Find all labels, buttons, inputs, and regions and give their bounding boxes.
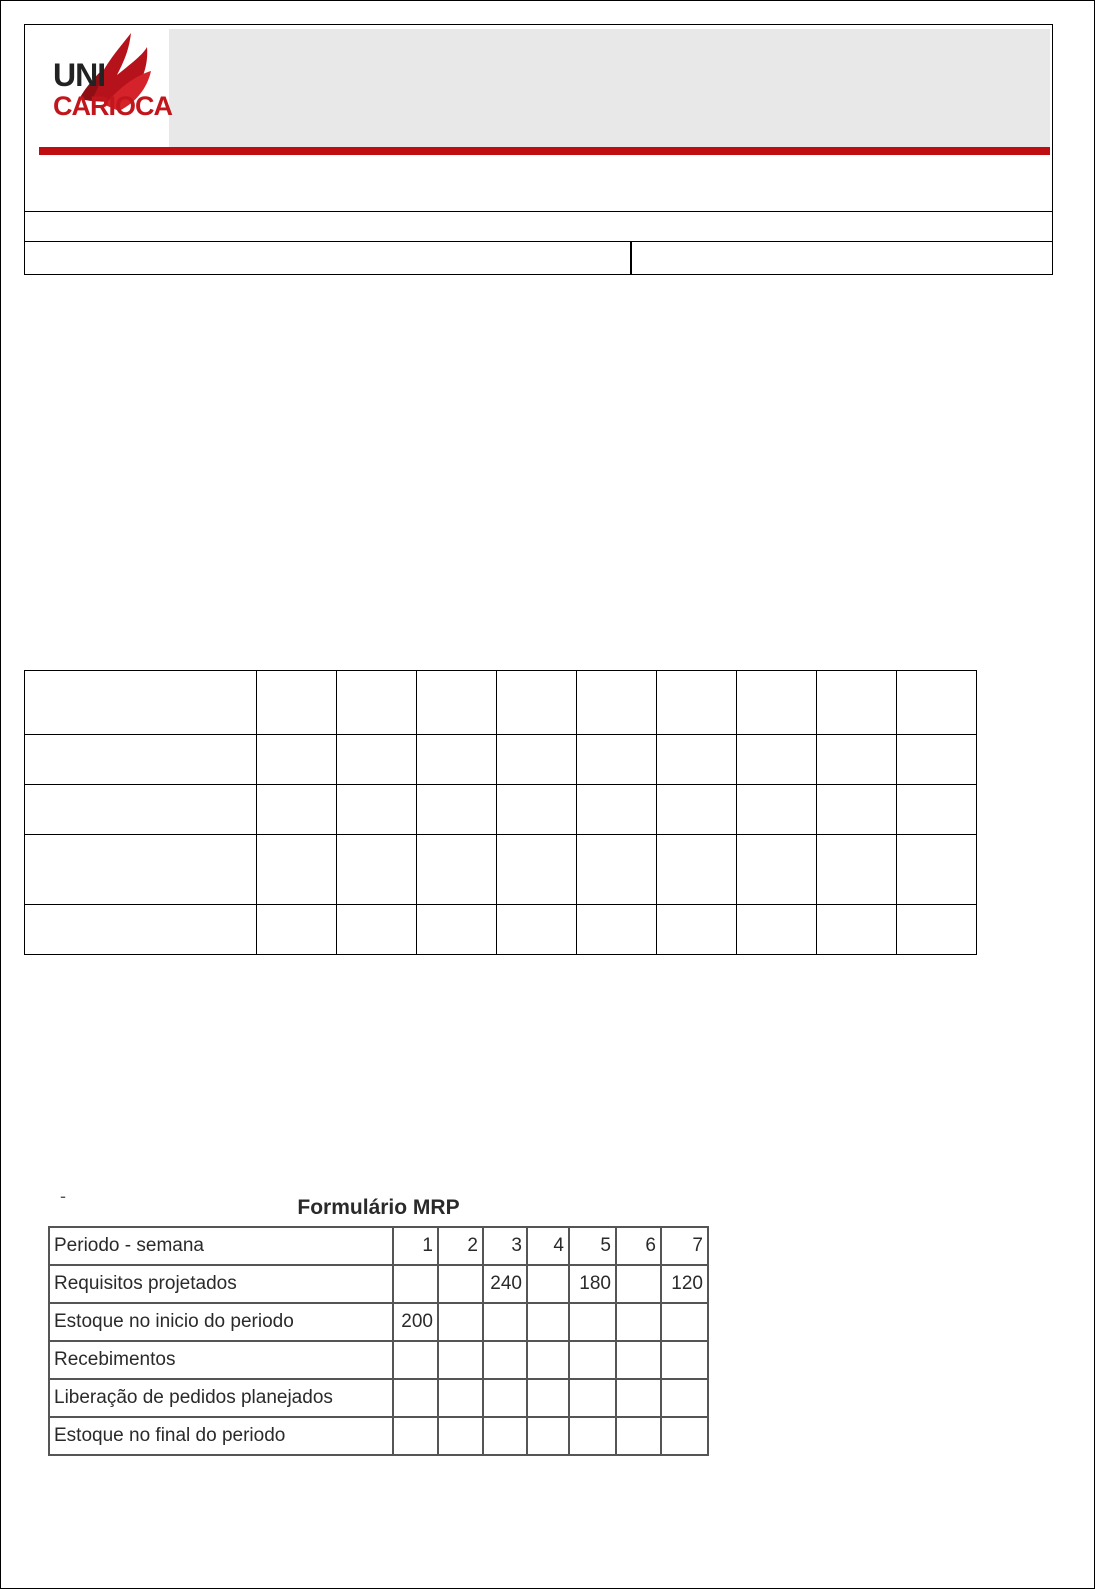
- mrp-cell: [438, 1379, 483, 1417]
- grid-cell: [737, 671, 817, 735]
- grid-cell: [897, 735, 977, 785]
- grid-cell: [497, 905, 577, 955]
- mrp-cell: [527, 1417, 569, 1455]
- grid-cell: [657, 785, 737, 835]
- mrp-cell: [527, 1265, 569, 1303]
- grid-cell: [257, 735, 337, 785]
- grid-cell: [257, 671, 337, 735]
- grid-cell: [897, 785, 977, 835]
- mrp-cell: [393, 1341, 438, 1379]
- grid-cell: [657, 671, 737, 735]
- mrp-cell: [616, 1379, 661, 1417]
- mrp-cell: [438, 1341, 483, 1379]
- logo: [39, 29, 172, 147]
- mrp-title: Formulário MRP: [297, 1196, 460, 1219]
- grid-cell: [737, 735, 817, 785]
- mrp-cell: [661, 1417, 708, 1455]
- grid-row: [25, 735, 977, 785]
- grid-cell: [25, 671, 257, 735]
- mrp-row-label: Requisitos projetados: [49, 1265, 393, 1303]
- mrp-cell: [393, 1265, 438, 1303]
- grid-cell: [897, 835, 977, 905]
- mrp-period: 3: [483, 1227, 527, 1265]
- mrp-cell: [569, 1379, 616, 1417]
- mrp-row-label: Estoque no inicio do periodo: [49, 1303, 393, 1341]
- mrp-cell: [527, 1303, 569, 1341]
- mrp-period: 7: [661, 1227, 708, 1265]
- logo-carioca-text: CARIOCA: [53, 91, 172, 121]
- mrp-cell: 200: [393, 1303, 438, 1341]
- mrp-row: [49, 1303, 708, 1341]
- grid-cell: [497, 835, 577, 905]
- mrp-mark: -: [60, 1186, 66, 1206]
- mrp-period: 6: [616, 1227, 661, 1265]
- mrp-form: [46, 1186, 716, 1490]
- mrp-row-label: Recebimentos: [49, 1341, 393, 1379]
- mrp-cell: [616, 1417, 661, 1455]
- mrp-header-label: Periodo - semana: [49, 1227, 393, 1265]
- grid-cell: [657, 905, 737, 955]
- mrp-row: [49, 1379, 708, 1417]
- grid-row: [25, 835, 977, 905]
- grid-cell: [817, 785, 897, 835]
- mrp-cell: [393, 1379, 438, 1417]
- mrp-cell: [616, 1265, 661, 1303]
- mrp-cell: [527, 1341, 569, 1379]
- grid-row: [25, 671, 977, 735]
- mrp-cell: [616, 1303, 661, 1341]
- mrp-cell: 240: [483, 1265, 527, 1303]
- grid-cell: [497, 785, 577, 835]
- grid-cell: [25, 785, 257, 835]
- mrp-cell: 180: [569, 1265, 616, 1303]
- grid-cell: [897, 671, 977, 735]
- mrp-cell: [569, 1341, 616, 1379]
- mrp-cell: [438, 1303, 483, 1341]
- mrp-cell: [483, 1417, 527, 1455]
- mrp-row: [49, 1265, 708, 1303]
- mrp-cell: [661, 1341, 708, 1379]
- grid-cell: [337, 785, 417, 835]
- grid-cell: [337, 735, 417, 785]
- mrp-cell: 120: [661, 1265, 708, 1303]
- grid-cell: [417, 735, 497, 785]
- grid-cell: [25, 835, 257, 905]
- header-column-divider: [630, 241, 632, 274]
- grid-cell: [577, 785, 657, 835]
- mrp-cell: [483, 1303, 527, 1341]
- grid-cell: [577, 735, 657, 785]
- grid-cell: [417, 835, 497, 905]
- mrp-cell: [393, 1417, 438, 1455]
- grid-cell: [737, 905, 817, 955]
- mrp-period: 1: [393, 1227, 438, 1265]
- grid-row: [25, 785, 977, 835]
- mrp-cell: [661, 1303, 708, 1341]
- grid-cell: [497, 735, 577, 785]
- grid-cell: [417, 905, 497, 955]
- grid-cell: [817, 835, 897, 905]
- grid-cell: [497, 671, 577, 735]
- grid-cell: [577, 905, 657, 955]
- mrp-header-row: [49, 1227, 708, 1265]
- mrp-period: 2: [438, 1227, 483, 1265]
- grid-cell: [257, 905, 337, 955]
- header-divider: [25, 211, 1052, 212]
- logo-uni-text: UNI: [53, 57, 106, 93]
- mrp-cell: [527, 1379, 569, 1417]
- grid-cell: [897, 905, 977, 955]
- header-red-bar: [39, 147, 1050, 155]
- grid-cell: [417, 785, 497, 835]
- grid-cell: [737, 785, 817, 835]
- mrp-row-label: Liberação de pedidos planejados: [49, 1379, 393, 1417]
- empty-mrp-grid: [24, 670, 977, 955]
- grid-row: [25, 905, 977, 955]
- grid-cell: [577, 671, 657, 735]
- mrp-row: [49, 1417, 708, 1455]
- mrp-cell: [438, 1265, 483, 1303]
- grid-cell: [417, 671, 497, 735]
- header-divider: [25, 241, 1052, 242]
- mrp-cell: [438, 1417, 483, 1455]
- grid-cell: [25, 735, 257, 785]
- grid-cell: [337, 835, 417, 905]
- mrp-cell: [569, 1303, 616, 1341]
- logo-band: [39, 29, 1050, 147]
- grid-cell: [257, 835, 337, 905]
- mrp-cell: [483, 1341, 527, 1379]
- grid-cell: [817, 735, 897, 785]
- grid-cell: [817, 671, 897, 735]
- grid-cell: [337, 671, 417, 735]
- grid-cell: [577, 835, 657, 905]
- grid-cell: [25, 905, 257, 955]
- mrp-cell: [483, 1379, 527, 1417]
- grid-cell: [657, 835, 737, 905]
- mrp-period: 4: [527, 1227, 569, 1265]
- grid-cell: [817, 905, 897, 955]
- mrp-cell: [616, 1341, 661, 1379]
- mrp-row-label: Estoque no final do periodo: [49, 1417, 393, 1455]
- mrp-cell: [661, 1379, 708, 1417]
- grid-cell: [657, 735, 737, 785]
- mrp-period: 5: [569, 1227, 616, 1265]
- grid-cell: [737, 835, 817, 905]
- mrp-cell: [569, 1417, 616, 1455]
- document-header: [24, 24, 1053, 275]
- mrp-row: [49, 1341, 708, 1379]
- grid-cell: [337, 905, 417, 955]
- logo-text: [53, 59, 172, 120]
- mrp-table: [48, 1226, 709, 1456]
- grid-cell: [257, 785, 337, 835]
